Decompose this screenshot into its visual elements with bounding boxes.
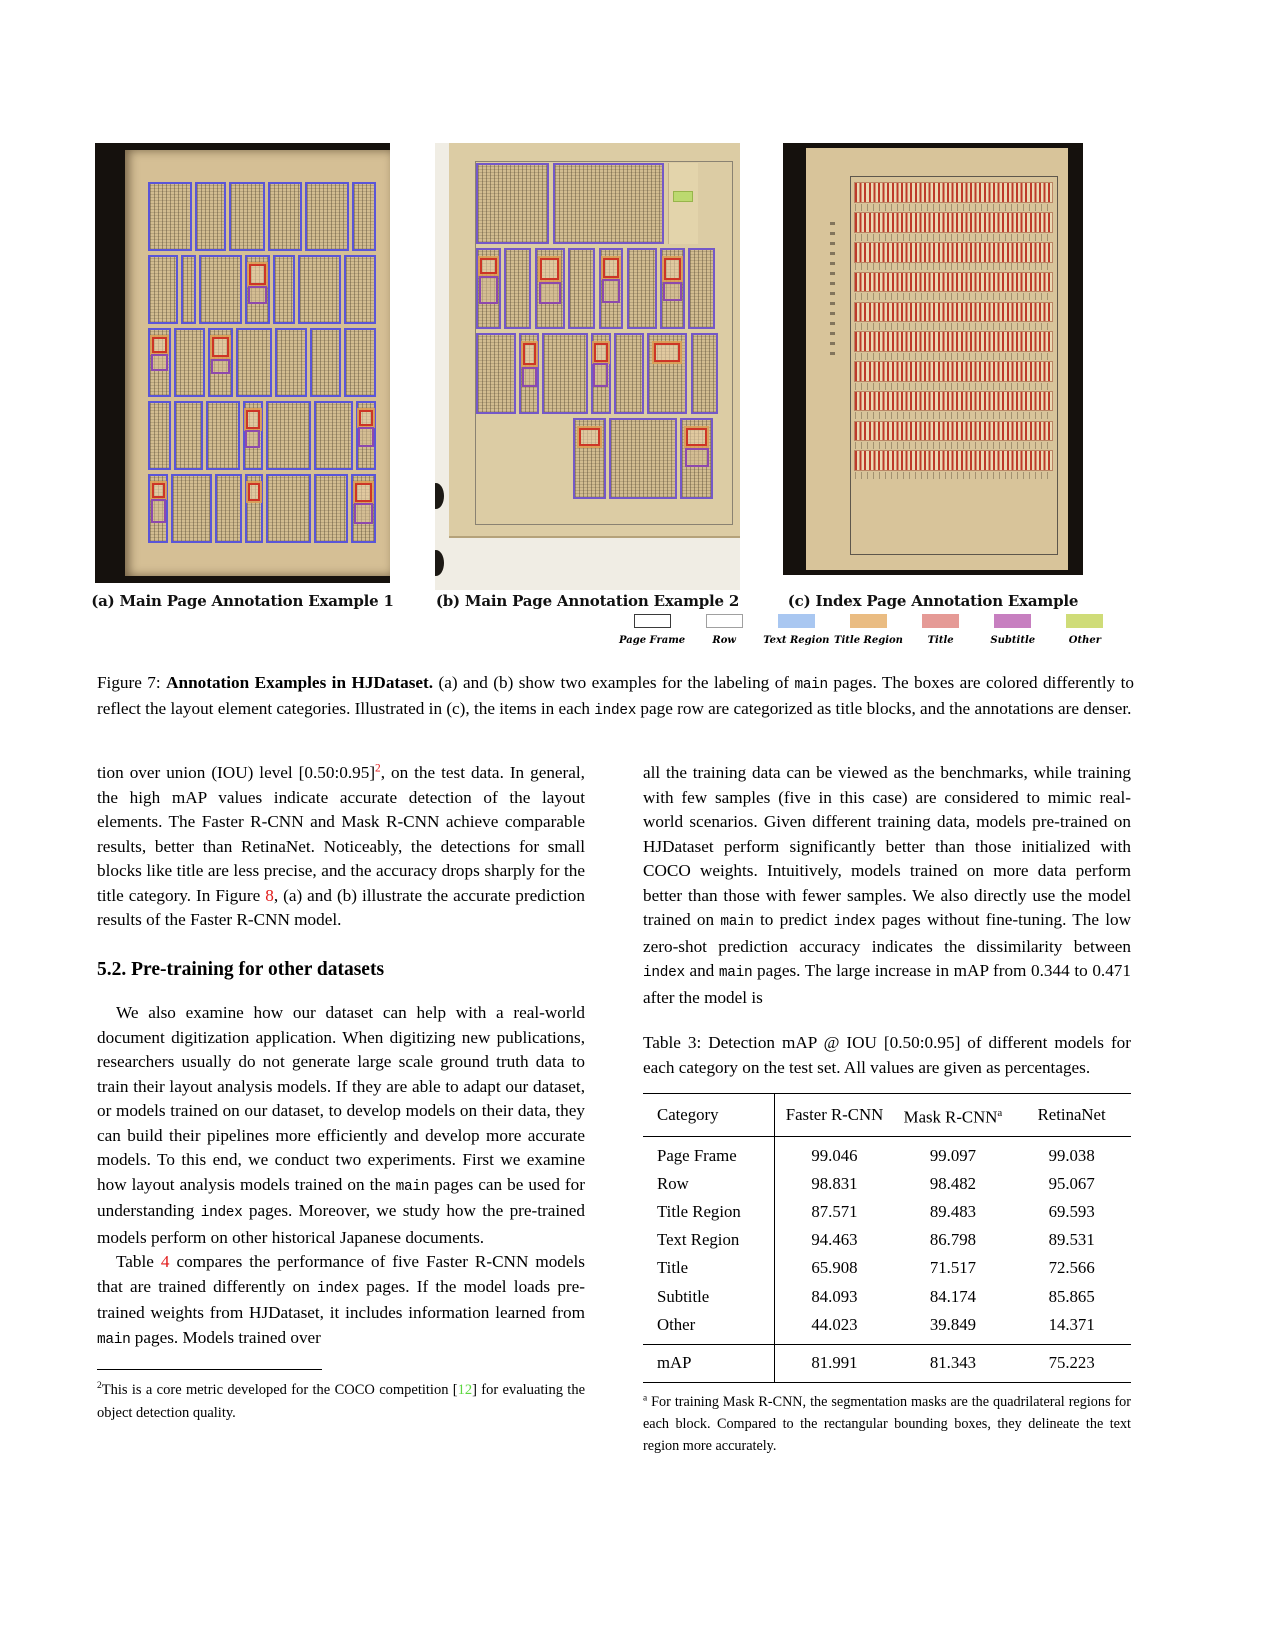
text-region-box [245, 255, 270, 324]
text-region-box [199, 255, 242, 324]
page-frame [449, 143, 740, 538]
legend-swatch [706, 614, 743, 628]
legend-swatch [634, 614, 671, 628]
row-box [148, 328, 380, 397]
citation-link[interactable]: 12 [457, 1382, 473, 1398]
body-paragraph [643, 761, 1131, 1010]
table-header-cell: Category [643, 1094, 775, 1137]
text-region-box [171, 474, 212, 543]
table-header-cell: RetinaNet [1037, 1105, 1106, 1125]
text-region-box [236, 328, 272, 397]
small-text-row [855, 293, 1052, 300]
binder-shadow [435, 483, 444, 509]
table-row [643, 1137, 1131, 1171]
table-cell: Text Region [643, 1227, 775, 1255]
text-region-box [181, 255, 196, 324]
title-box [579, 428, 600, 447]
text-region-box [691, 333, 718, 414]
text-segment: pages. The boxes are colored differently to reflect the layout element categories. Illustrated in (c), the items in each [97, 673, 1134, 719]
small-text-row [855, 204, 1052, 211]
table-row [643, 1283, 1131, 1311]
text-region-box [553, 163, 665, 244]
text-segment: main [720, 914, 754, 930]
table-cell: Title Region [643, 1198, 775, 1226]
text-segment: main [395, 1178, 430, 1195]
subtitle-box [539, 282, 561, 304]
subtitle-box [211, 359, 229, 375]
legend-label: Page Frame [618, 635, 686, 646]
table-cell: 69.593 [1048, 1202, 1095, 1222]
subtitle-box [685, 448, 709, 468]
text-segment: page row are categorized as title blocks, and the annotations are denser. [636, 699, 1132, 719]
table-footnote [643, 1391, 1131, 1457]
text-region-box [609, 418, 677, 499]
table-cell: 85.865 [1048, 1286, 1095, 1306]
text-region-box [174, 401, 203, 470]
text-region-box [591, 333, 611, 414]
title-row-band [855, 303, 1052, 322]
text-segment: main [97, 1331, 131, 1348]
legend-item [977, 614, 1049, 646]
text-region-box [680, 418, 712, 499]
table-cell: 99.046 [811, 1146, 858, 1166]
text-segment: index [317, 1280, 359, 1297]
title-row-band [855, 273, 1052, 292]
title-box [480, 258, 496, 275]
text-region-box [314, 474, 348, 543]
text-segment: Figure 7: [97, 673, 167, 692]
table-cell: 99.038 [1048, 1146, 1095, 1166]
empty-area [476, 418, 573, 499]
row-box [148, 474, 380, 543]
text-region-box [298, 255, 341, 324]
title-box [654, 343, 680, 362]
text-region-box [352, 182, 377, 251]
content-frame [475, 161, 733, 525]
title-row-band [855, 451, 1052, 470]
text-region-box [148, 255, 177, 324]
text-region-box [504, 248, 531, 329]
title-box [212, 337, 228, 357]
legend-label: Title Region [834, 635, 903, 646]
table-cell: 75.223 [1048, 1353, 1095, 1373]
text-segment: to predict [753, 910, 834, 929]
legend-item [760, 614, 832, 646]
footnote-rule [97, 1369, 322, 1370]
table-map-row [643, 1345, 1131, 1383]
annotated-page-photo-b [435, 143, 740, 590]
text-region-box [174, 328, 206, 397]
title-box [248, 483, 260, 501]
small-text-row [855, 412, 1052, 419]
text-region-box [614, 333, 644, 414]
text-region-box [356, 401, 376, 470]
text-region-box [215, 474, 242, 543]
table-header-row [643, 1094, 1131, 1137]
text-segment: Table [116, 1252, 161, 1271]
table-cell: 87.571 [811, 1202, 858, 1222]
text-region-box [599, 248, 624, 329]
text-region-box [519, 333, 539, 414]
legend-label: Title [927, 635, 954, 646]
table-cell: 81.991 [811, 1353, 858, 1373]
title-box [152, 337, 167, 353]
body-paragraph [97, 1001, 585, 1250]
legend-swatch [850, 614, 887, 628]
text-region-box [148, 401, 170, 470]
text-segment: pages. If the model loads pre-trained weights from HJDataset, it includes information learned from [97, 1276, 585, 1322]
text-region-box [688, 248, 715, 329]
text-region-box [476, 248, 501, 329]
legend-item [905, 614, 977, 646]
page-frame [125, 150, 391, 576]
table-cell: 39.849 [929, 1314, 976, 1334]
text-region-box [208, 328, 233, 397]
text-region-box [148, 328, 170, 397]
text-region-box [305, 182, 348, 251]
text-segment: (a) and (b) show two examples for the labeling of [433, 673, 795, 692]
figure-b-caption: (b) Main Page Annotation Example 2 [435, 592, 740, 610]
title-row-band [855, 362, 1052, 381]
table-cell: 81.343 [929, 1353, 976, 1373]
table-cell: Row [643, 1170, 775, 1198]
table-3-caption: Table 3: Detection mAP @ IOU [0.50:0.95] of different models for each category on the test set. All values are given as percentages. [643, 1033, 1131, 1077]
title-row-band [855, 422, 1052, 441]
subtitle-box [663, 282, 682, 302]
table-header-cell: Faster R-CNN [785, 1105, 884, 1125]
text-region-box [310, 328, 342, 397]
table-cell: 86.798 [929, 1230, 976, 1250]
title-box [540, 258, 560, 280]
right-column [643, 761, 1131, 1457]
title-row-band [855, 392, 1052, 411]
body-paragraph [97, 761, 585, 933]
table-header-cell: Mask R-CNN$^a$ [903, 1107, 1003, 1127]
table-row [643, 1227, 1131, 1255]
table-cell: Page Frame [643, 1137, 775, 1171]
subtitle-box [522, 367, 537, 387]
table-cell: 89.483 [929, 1202, 976, 1222]
legend-item [832, 614, 904, 646]
text-segment: 2 [97, 1380, 102, 1392]
legend-item [616, 614, 688, 646]
legend-item [1049, 614, 1121, 646]
text-region-box [542, 333, 587, 414]
text-segment: index [594, 703, 637, 720]
title-box [152, 483, 166, 498]
annotated-index-page-photo-c [783, 143, 1083, 575]
section-heading: 5.2. Pre-training for other datasets [97, 958, 385, 980]
text-segment: This is a core metric developed for the COCO competition [ [101, 1382, 458, 1398]
text-segment: index [200, 1205, 243, 1221]
header-block [668, 163, 698, 244]
title-box [249, 264, 265, 285]
subtitle-box [151, 354, 168, 371]
subtitle-box [358, 427, 373, 447]
text-segment: all the training data can be viewed as the benchmarks, while training with few samples (five in this case) are considered to mimic real-world scenarios. Given different training data, models pre-trained on HJDataset perform significantly better than those initialized with COCO weights. Intuitively, models trained on more data perform better than those with fewer samples. We also directly use the model trained on [643, 763, 1131, 929]
text-region-box [148, 182, 191, 251]
subtitle-box [354, 503, 372, 524]
row-box [476, 332, 732, 414]
table-cell: 98.831 [811, 1174, 858, 1194]
table-row [643, 1311, 1131, 1345]
text-region-box [273, 255, 295, 324]
text-segment: tion over union (IOU) level [0.50:0.95] [97, 763, 376, 782]
binder-shadow [435, 550, 444, 576]
page-frame [806, 148, 1069, 570]
table-row [643, 1170, 1131, 1198]
row-box [476, 247, 732, 329]
text-segment: compares the performance of five Faster R-CNN models that are trained differently on [97, 1252, 585, 1296]
text-region-box [344, 328, 376, 397]
subtitle-box [593, 363, 608, 387]
text-region-box [476, 333, 516, 414]
row-box [148, 401, 380, 470]
row-box [148, 182, 380, 251]
table-cell: 44.023 [811, 1314, 858, 1334]
figure-legend [616, 614, 1121, 646]
text-region-box [573, 418, 605, 499]
small-text-row [855, 234, 1052, 241]
text-segment: We also examine how our dataset can help with a real-world document digitization application. When digitizing new publications, researchers usually do not generate large scale ground truth data to train their layout analysis models. If they are able to adapt our dataset, or models trained on our dataset, to develop models on their data, they can build their pipelines more efficiently and develop more accurate models. To this end, we conduct two experiments. First we examine how layout analysis models trained on the [97, 1003, 585, 1194]
table-cell: 72.566 [1048, 1258, 1095, 1278]
table-cell: 84.093 [811, 1286, 858, 1306]
text-segment: pages can be used for understanding [97, 1174, 585, 1220]
legend-label: Subtitle [990, 635, 1036, 646]
small-text-row [855, 353, 1052, 360]
text-segment: pages. The large increase in mAP from 0.344 to 0.471 after the model is [643, 961, 1131, 1007]
text-segment: , (a) and (b) illustrate the accurate prediction results of the Faster R-CNN model. [97, 885, 585, 929]
text-region-box [275, 328, 307, 397]
legend-swatch [994, 614, 1031, 628]
text-segment: For training Mask R-CNN, the segmentation masks are the quadrilateral regions for each block. Compared to the rectangular bounding boxes, they delineate the text region more accurately. [643, 1393, 1131, 1454]
title-row-band [855, 213, 1052, 232]
table-cell: 71.517 [929, 1258, 976, 1278]
citation-link[interactable]: 4 [160, 1252, 170, 1271]
margin-text-marks [830, 220, 835, 355]
text-segment: and [684, 961, 719, 980]
title-box [246, 410, 260, 429]
text-segment: main [794, 677, 828, 693]
row-box [148, 255, 380, 324]
table-cell: 94.463 [811, 1230, 858, 1250]
text-region-box [195, 182, 227, 251]
annotation-grid [148, 182, 380, 561]
text-region-box [243, 401, 263, 470]
title-box [359, 410, 373, 426]
text-segment: main [718, 965, 753, 981]
subtitle-box [245, 430, 260, 448]
subtitle-box [479, 276, 498, 305]
text-region-box [229, 182, 265, 251]
title-box [603, 258, 619, 278]
title-box [664, 258, 680, 281]
title-box [523, 343, 536, 366]
table-cell: Subtitle [643, 1283, 775, 1311]
figure-7-caption [97, 671, 1134, 724]
text-region-box [476, 163, 549, 244]
legend-label: Text Region [763, 635, 830, 646]
left-column [97, 761, 585, 1424]
text-segment: pages. Models trained over [130, 1327, 321, 1347]
text-region-box [660, 248, 685, 329]
text-region-box [535, 248, 565, 329]
row-box [476, 162, 732, 244]
text-segment: ] for evaluating the object detection quality. [97, 1382, 586, 1421]
table-row [643, 1198, 1131, 1226]
text-region-box [266, 474, 312, 543]
table-3 [643, 1093, 1131, 1383]
text-region-box [344, 255, 376, 324]
title-row-band [855, 332, 1052, 351]
title-box [594, 343, 607, 363]
annotated-page-photo-a [95, 143, 390, 583]
body-paragraph [97, 1250, 585, 1352]
text-segment: pages. Moreover, we study how the pre-trained models perform on other historical Japanese documents. [97, 1201, 585, 1247]
text-region-box [351, 474, 376, 543]
legend-swatch [922, 614, 959, 628]
legend-swatch [778, 614, 815, 628]
table-cell: 99.097 [929, 1146, 976, 1166]
table-cell: Title [643, 1255, 775, 1283]
text-region-box [647, 333, 687, 414]
footnote [97, 1379, 585, 1424]
text-region-box [268, 182, 302, 251]
legend-label: Other [1068, 635, 1102, 646]
table-row [643, 1255, 1131, 1283]
text-segment: , on the test data. In general, the high mAP values indicate accurate detection of the layout elements. The Faster R-CNN and Mask R-CNN achieve comparable results, better than RetinaNet. Noticeably, the detections for small blocks like title are less precise, and the accuracy drops sharply for the title category. In Figure [97, 763, 585, 905]
table-cell: 89.531 [1048, 1230, 1095, 1250]
table-cell: 65.908 [811, 1258, 858, 1278]
text-region-box [206, 401, 240, 470]
text-region-box [627, 248, 657, 329]
subtitle-box [248, 286, 266, 303]
text-segment: a [643, 1392, 648, 1403]
small-text-row [855, 472, 1052, 479]
text-region-box [314, 401, 353, 470]
legend-item [688, 614, 760, 646]
text-region-box [245, 474, 263, 543]
text-segment: Annotation Examples in HJDataset. [166, 673, 434, 692]
small-text-row [855, 323, 1052, 330]
text-segment: index [643, 965, 685, 981]
title-box [355, 483, 371, 502]
table-cell: 98.482 [929, 1174, 976, 1194]
table-cell: 14.371 [1048, 1314, 1095, 1334]
title-row-band [855, 243, 1052, 262]
subtitle-box [151, 499, 166, 523]
table-cell: mAP [643, 1345, 775, 1383]
title-row-band [855, 183, 1052, 202]
text-region-box [148, 474, 168, 543]
legend-swatch [1066, 614, 1103, 628]
figure-a-caption: (a) Main Page Annotation Example 1 [91, 592, 394, 610]
row-box [476, 417, 732, 499]
citation-link[interactable]: 2 [375, 762, 381, 775]
text-segment: pages without fine-tuning. The low zero-shot prediction accuracy indicates the dissimilarity between [643, 910, 1131, 956]
title-box [686, 428, 707, 446]
legend-label: Row [712, 635, 736, 646]
other-highlight-block [673, 191, 694, 203]
table-cell: 84.174 [929, 1286, 976, 1306]
text-segment: index [833, 914, 876, 930]
table-cell: Other [643, 1311, 775, 1345]
text-region-box [266, 401, 312, 470]
subtitle-box [602, 279, 621, 303]
text-region-box [568, 248, 595, 329]
content-frame [850, 176, 1057, 556]
figure-c-caption: (c) Index Page Annotation Example [787, 592, 1079, 610]
table-cell: 95.067 [1048, 1174, 1095, 1194]
small-text-row [855, 442, 1052, 449]
small-text-row [855, 383, 1052, 390]
citation-link[interactable]: 8 [265, 885, 274, 905]
small-text-row [855, 263, 1052, 270]
